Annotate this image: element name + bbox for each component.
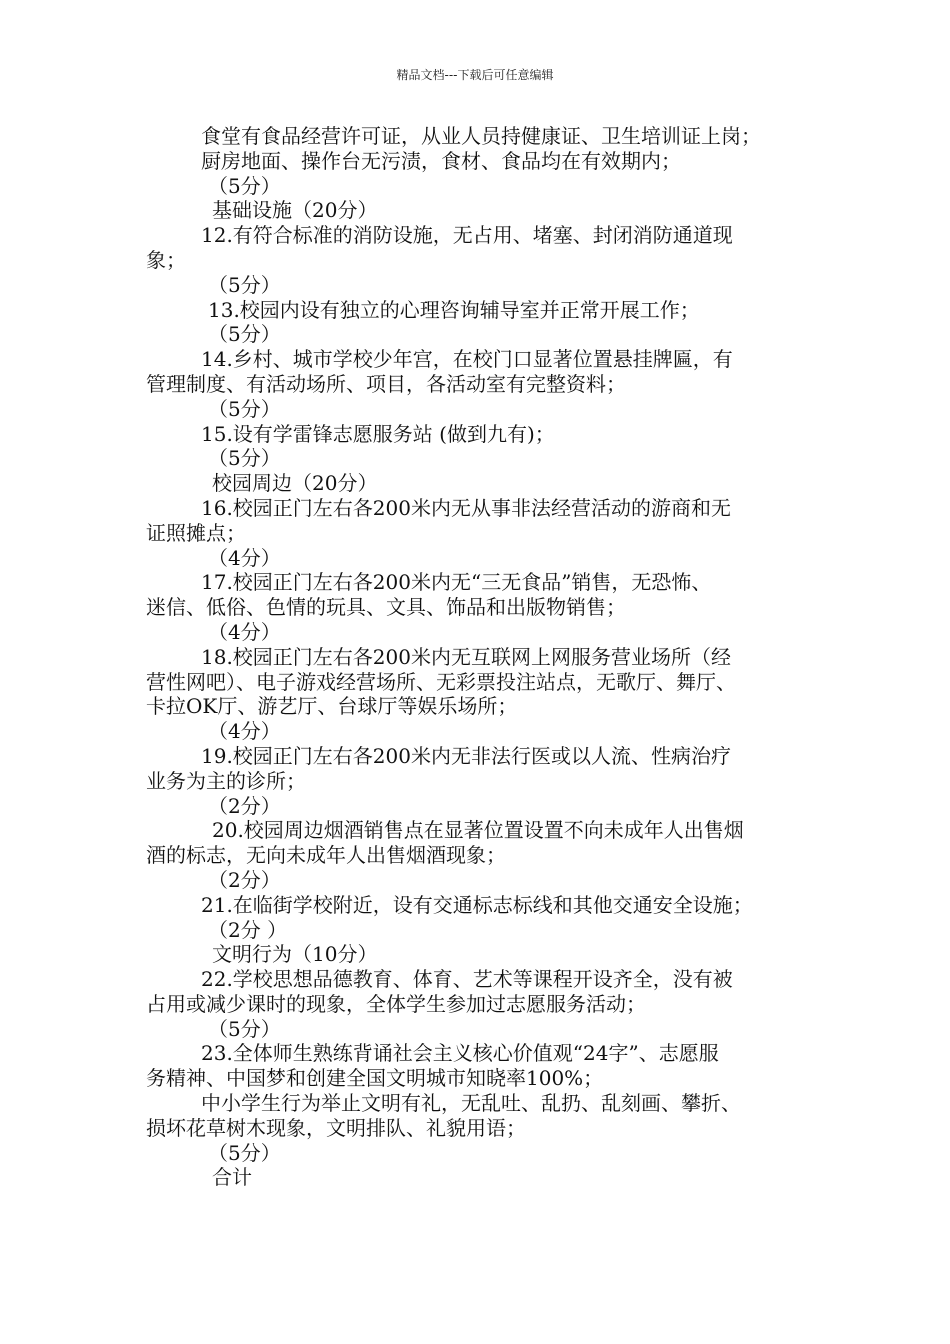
text-line: 文明行为（10分） bbox=[212, 942, 378, 967]
text-line: 合计 bbox=[212, 1165, 252, 1190]
text-line: 14.乡村、城市学校少年宫，在校门口显著位置悬挂牌匾，有 bbox=[201, 347, 733, 372]
text-line: 业务为主的诊所； bbox=[146, 768, 306, 793]
text-line: （2分） bbox=[208, 793, 281, 818]
text-line: （2分） bbox=[208, 867, 281, 892]
text-line: （5分） bbox=[208, 396, 281, 421]
text-line: 损坏花草树木现象，文明排队、礼貌用语； bbox=[146, 1115, 526, 1140]
text-line: 19.校园正门左右各200米内无非法行医或以人流、性病治疗 bbox=[201, 743, 731, 768]
text-line: （5分） bbox=[208, 1140, 281, 1165]
text-line: 20.校园周边烟酒销售点在显著位置设置不向未成年人出售烟 bbox=[212, 818, 744, 843]
text-line: （2分 ） bbox=[208, 917, 288, 942]
text-line: 22.学校思想品德教育、体育、艺术等课程开设齐全，没有被 bbox=[201, 967, 733, 992]
text-line: 23.全体师生熟练背诵社会主义核心价值观“24字”、志愿服 bbox=[201, 1041, 719, 1066]
text-line: 15.设有学雷锋志愿服务站 (做到九有)； bbox=[201, 421, 555, 446]
text-line: 21.在临街学校附近，设有交通标志标线和其他交通安全设施； bbox=[201, 892, 753, 917]
text-line: 基础设施（20分） bbox=[212, 198, 378, 223]
text-line: 17.校园正门左右各200米内无“三无食品”销售，无恐怖、 bbox=[201, 570, 712, 595]
text-line: 厨房地面、操作台无污渍，食材、食品均在有效期内； bbox=[201, 148, 681, 173]
text-line: 酒的标志，无向未成年人出售烟酒现象； bbox=[146, 843, 506, 868]
text-line: 中小学生行为举止文明有礼，无乱吐、乱扔、乱刻画、攀折、 bbox=[201, 1091, 741, 1116]
text-line: （5分） bbox=[208, 322, 281, 347]
text-line: （4分） bbox=[208, 719, 281, 744]
text-line: 管理制度、有活动场所、项目，各活动室有完整资料； bbox=[146, 371, 626, 396]
text-line: （5分） bbox=[208, 446, 281, 471]
text-line: （5分） bbox=[208, 272, 281, 297]
page-header: 精品文档---下载后可任意编辑 bbox=[396, 68, 554, 82]
text-line: 13.校园内设有独立的心理咨询辅导室并正常开展工作； bbox=[208, 297, 700, 322]
text-line: 迷信、低俗、色情的玩具、文具、饰品和出版物销售； bbox=[146, 595, 626, 620]
text-line: （4分） bbox=[208, 619, 281, 644]
text-line: 食堂有食品经营许可证，从业人员持健康证、卫生培训证上岗； bbox=[201, 124, 761, 148]
text-line: 18.校园正门左右各200米内无互联网上网服务营业场所（经 bbox=[201, 644, 731, 669]
text-line: 象； bbox=[146, 247, 186, 272]
text-line: （5分） bbox=[208, 173, 281, 198]
text-line: 占用或减少课时的现象，全体学生参加过志愿服务活动； bbox=[146, 991, 646, 1016]
text-line: （5分） bbox=[208, 1016, 281, 1041]
text-line: 营性网吧）、电子游戏经营场所、无彩票投注站点，无歌厅、舞厅、 bbox=[146, 669, 736, 694]
text-line: 16.校园正门左右各200米内无从事非法经营活动的游商和无 bbox=[201, 495, 731, 520]
text-line: 12.有符合标准的消防设施，无占用、堵塞、封闭消防通道现 bbox=[201, 223, 733, 248]
text-line: 卡拉OK厅、游艺厅、台球厅等娱乐场所； bbox=[146, 694, 518, 719]
text-line: （4分） bbox=[208, 545, 281, 570]
text-line: 务精神、中国梦和创建全国文明城市知晓率100%； bbox=[146, 1066, 604, 1091]
document-body bbox=[146, 124, 816, 1190]
text-line: 证照摊点； bbox=[146, 520, 246, 545]
text-line: 校园周边（20分） bbox=[212, 471, 378, 496]
